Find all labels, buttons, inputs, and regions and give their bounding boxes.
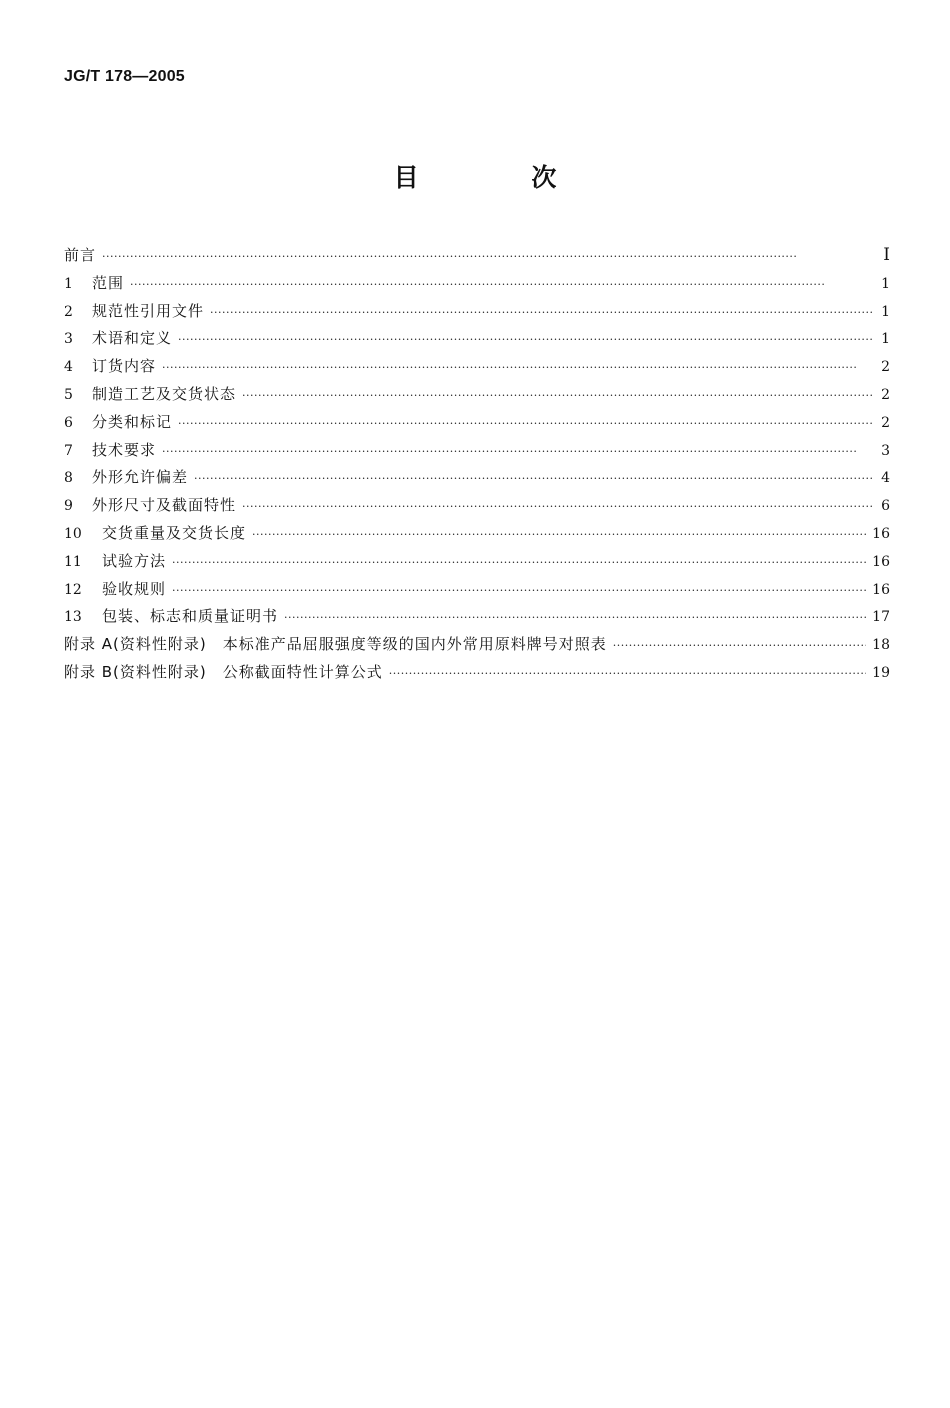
toc-entry-page: 16 [872,525,890,542]
toc-entry-9[interactable] [64,494,890,522]
toc-entry-title: 订货内容 [92,357,157,376]
toc-entry-number: 8 [64,470,73,487]
dot-leader [102,250,874,263]
dot-leader [389,667,866,680]
toc-entry-7[interactable] [64,439,890,467]
toc-entry-number: 1 [64,275,73,292]
toc-entry-page: I [883,245,890,265]
toc-entry-13[interactable] [64,605,890,633]
toc-entry-6[interactable] [64,411,890,439]
dot-leader [172,556,866,569]
toc-entry-number: 10 [64,525,82,542]
dot-leader [252,528,866,541]
dot-leader [613,639,866,652]
toc-entry-page: 3 [881,442,890,459]
toc-entry-title: 分类和标记 [92,412,173,431]
toc-entry-title: 附录 B(资料性附录) 公称截面特性计算公式 [64,662,383,681]
toc-entry-title: 制造工艺及交货状态 [92,384,237,403]
toc-entry-number: 6 [64,414,73,431]
toc-entry-8[interactable] [64,466,890,494]
dot-leader [130,278,874,291]
table-of-contents [64,244,890,689]
dot-leader [162,445,874,458]
toc-entry-page: 2 [881,386,890,403]
toc-entry-number: 9 [64,498,73,515]
toc-entry-foreword[interactable] [64,244,890,272]
toc-entry-number: 12 [64,581,82,598]
dot-leader [162,361,874,374]
toc-entry-page: 16 [872,581,890,598]
toc-entry-title: 外形允许偏差 [92,468,189,487]
toc-entry-number: 2 [64,303,73,320]
toc-entry-10[interactable] [64,522,890,550]
dot-leader [194,472,874,485]
toc-entry-page: 1 [881,331,890,348]
toc-entry-page: 6 [881,498,890,515]
toc-entry-number: 11 [64,553,82,570]
toc-entry-title: 技术要求 [92,440,157,459]
toc-entry-number: 5 [64,386,73,403]
dot-leader [172,584,866,597]
toc-entry-page: 18 [872,637,890,654]
toc-entry-number: 13 [64,609,82,626]
dot-leader [242,389,874,402]
dot-leader [178,417,874,430]
toc-entry-number: 4 [64,359,73,376]
toc-entry-page: 1 [881,303,890,320]
toc-entry-title: 交货重量及交货长度 [102,523,247,542]
toc-entry-number: 3 [64,331,73,348]
toc-entry-page: 2 [881,414,890,431]
toc-entry-title: 外形尺寸及截面特性 [92,496,237,515]
toc-entry-title: 验收规则 [102,579,167,598]
toc-entry-title: 前言 [64,246,97,264]
toc-entry-appendix-b[interactable] [64,661,890,689]
dot-leader [178,333,874,346]
toc-entry-appendix-a[interactable] [64,633,890,661]
toc-entry-5[interactable] [64,383,890,411]
toc-entry-3[interactable] [64,327,890,355]
toc-entry-page: 4 [881,470,890,487]
dot-leader [284,611,866,624]
toc-entry-page: 2 [881,359,890,376]
toc-entry-title: 包装、标志和质量证明书 [102,607,279,626]
dot-leader [242,500,874,513]
toc-entry-11[interactable] [64,550,890,578]
toc-entry-4[interactable] [64,355,890,383]
page-title: 目 次 [393,163,609,192]
toc-entry-title: 规范性引用文件 [92,301,205,320]
toc-entry-title: 附录 A(资料性附录) 本标准产品屈服强度等级的国内外常用原料牌号对照表 [64,635,607,654]
toc-entry-page: 17 [872,609,890,626]
toc-entry-page: 19 [872,664,890,681]
toc-entry-page: 16 [872,553,890,570]
toc-entry-title: 术语和定义 [92,329,173,348]
toc-entry-1[interactable] [64,272,890,300]
toc-entry-number: 7 [64,442,73,459]
standard-code: JG/T 178—2005 [64,68,185,85]
toc-entry-title: 试验方法 [102,551,167,570]
toc-entry-2[interactable] [64,300,890,328]
toc-entry-12[interactable] [64,578,890,606]
dot-leader [210,306,874,319]
toc-entry-page: 1 [881,275,890,292]
toc-entry-title: 范围 [92,273,125,292]
